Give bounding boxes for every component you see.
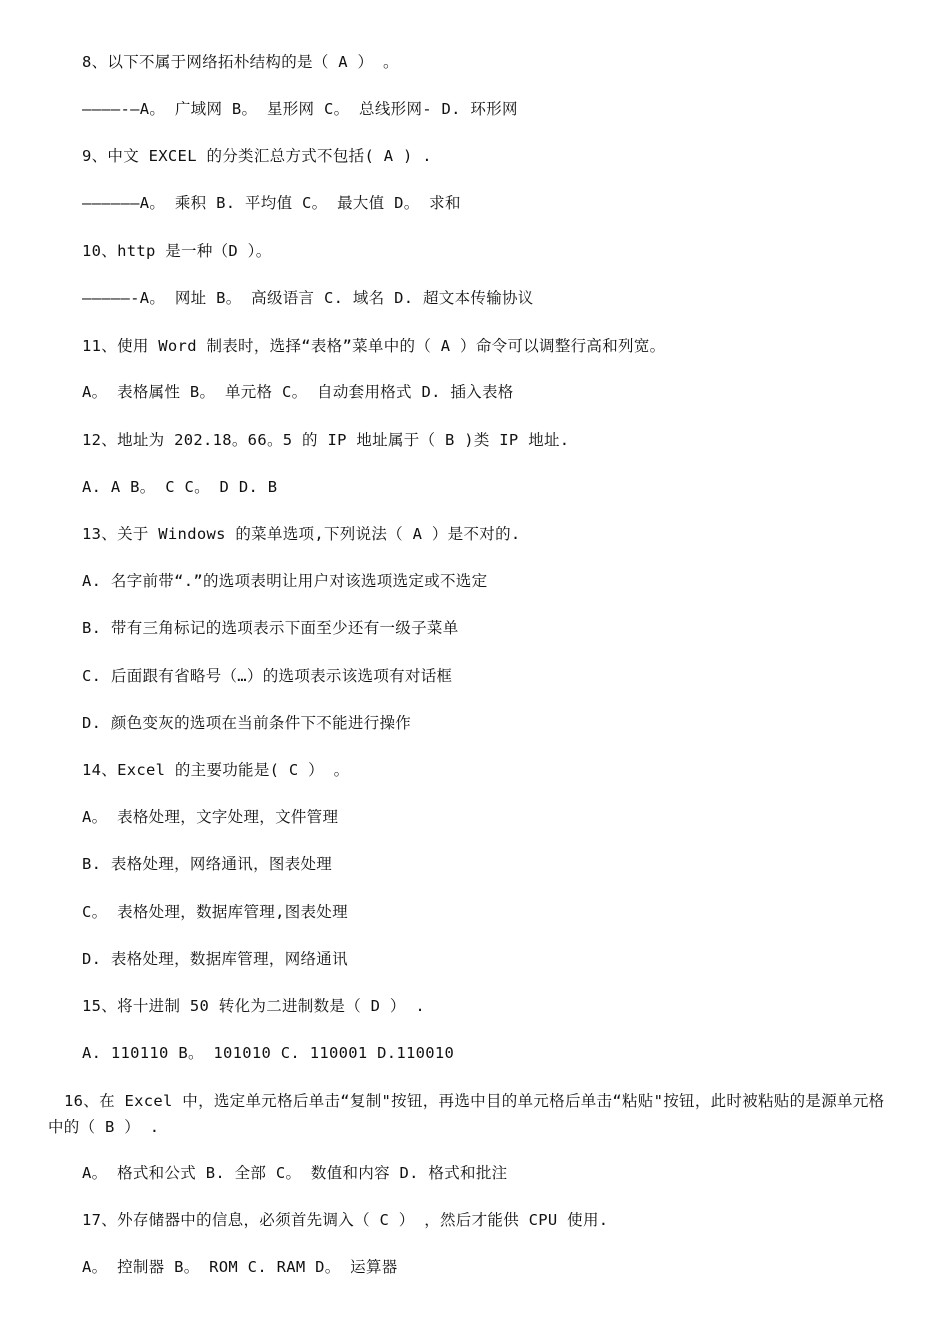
question-15: 15、将十进制 50 转化为二进制数是（ D ） . <box>82 997 425 1015</box>
question-11: 11、使用 Word 制表时，选择“表格”菜单中的（ A ）命令可以调整行高和列宽。 <box>82 337 666 355</box>
question-10: 10、http 是一种（D ）。 <box>82 242 272 260</box>
question-8: 8、以下不属于网络拓朴结构的是（ A ） 。 <box>82 53 399 71</box>
question-8-options: ————-—A。 广域网 B。 星形网 C。 总线形网- D. 环形网 <box>82 100 518 118</box>
question-16-options: A。 格式和公式 B. 全部 C。 数值和内容 D. 格式和批注 <box>82 1164 508 1182</box>
question-13-option-a: A. 名字前带“.”的选项表明让用户对该选项选定或不选定 <box>82 572 488 590</box>
question-14: 14、Excel 的主要功能是( C ） 。 <box>82 761 350 779</box>
question-16: 16、在 Excel 中，选定单元格后单击“复制"按钮，再选中目的单元格后单击“粘贴"按钮，此时被粘贴的是源单元格 中的（ B ） . <box>48 1092 885 1136</box>
question-12-options: A. A B。 C C。 D D. B <box>82 478 278 496</box>
question-9-options: ——————A。 乘积 B. 平均值 C。 最大值 D。 求和 <box>82 194 461 212</box>
question-13: 13、关于 Windows 的菜单选项,下列说法（ A ）是不对的. <box>82 525 521 543</box>
question-13-option-c: C. 后面跟有省略号（…）的选项表示该选项有对话框 <box>82 667 453 685</box>
question-14-option-d: D. 表格处理，数据库管理，网络通讯 <box>82 950 348 968</box>
question-13-option-b: B. 带有三角标记的选项表示下面至少还有一级子菜单 <box>82 619 459 637</box>
question-11-options: A。 表格属性 B。 单元格 C。 自动套用格式 D. 插入表格 <box>82 383 514 401</box>
question-13-option-d: D. 颜色变灰的选项在当前条件下不能进行操作 <box>82 714 412 732</box>
question-17: 17、外存储器中的信息，必须首先调入（ C ） ，然后才能供 CPU 使用. <box>82 1211 609 1229</box>
question-12: 12、地址为 202.18。66。5 的 IP 地址属于（ B )类 IP 地址. <box>82 431 570 449</box>
question-14-option-b: B. 表格处理，网络通讯，图表处理 <box>82 855 333 873</box>
question-9: 9、中文 EXCEL 的分类汇总方式不包括( A ) . <box>82 147 432 165</box>
question-14-option-c: C。 表格处理，数据库管理,图表处理 <box>82 903 348 921</box>
question-17-options: A。 控制器 B。 ROM C. RAM D。 运算器 <box>82 1258 398 1276</box>
question-14-option-a: A。 表格处理，文字处理，文件管理 <box>82 808 339 826</box>
question-10-options: —————-A。 网址 B。 高级语言 C. 域名 D. 超文本传输协议 <box>82 289 534 307</box>
question-15-options: A. 110110 B。 101010 C. 110001 D.110010 <box>82 1044 455 1062</box>
